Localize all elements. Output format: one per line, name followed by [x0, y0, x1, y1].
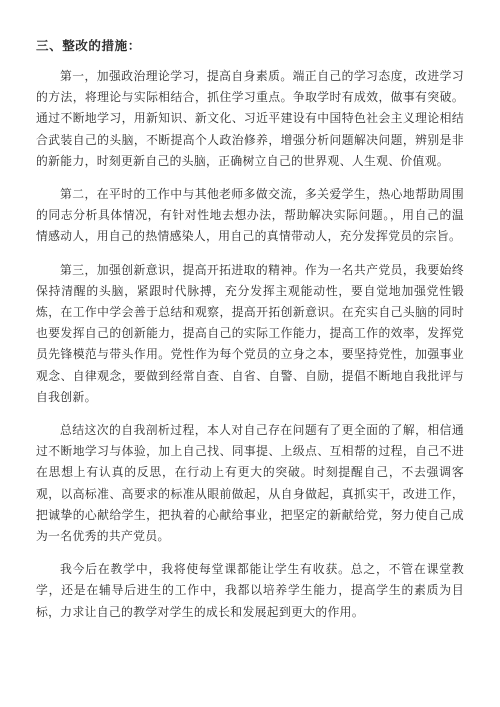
- paragraph-summary: 总结这次的自我剖析过程，本人对自己存在问题有了更全面的了解，相信通过不断地学习与体验，加上自己找、同事提、上级点、互相帮的过程，自己不进在思想上有认真的反思，在行动上有更大的突破。时刻提醒自己，不去强调客观，以高标准、高要求的标准从眼前做起，从自身做起，真抓实干，改进工作，把诚挚的心献给学生，把执着的心献给事业，把坚定的新献给党，努力使自己成为一名优秀的共产党员。: [36, 423, 464, 544]
- paragraph-study-theory: 第一，加强政治理论学习，提高自身素质。端正自己的学习态度，改进学习的方法，将理论与实际相结合，抓住学习重点。争取学时有成效，做事有突破。通过不断地学习，用新知识、新文化、习近平建设有中国特色社会主义理论相结合武装自己的头脑，不断提高个人政治修养，增强分析问题解决问题，辨别是非的新能力，时刻更新自己的头脑，正确树立自己的世界观、人生观、价值观。: [36, 69, 464, 168]
- section-heading: 三、整改的措施：: [36, 38, 141, 53]
- paragraph-communication: 第二，在平时的工作中与其他老师多做交流，多关爱学生，热心地帮助周围的同志分析具体情况，有针对性地去想办法，帮助解决实际问题。，用自己的温情感动人，用自己的热情感染人，用自己的真情带动人，充分发挥党员的宗旨。: [36, 187, 464, 244]
- paragraph-innovation: 第三，加强创新意识，提高开拓进取的精神。作为一名共产党员，我要始终保持清醒的头脑，紧跟时代脉搏，充分发挥主观能动性，要自觉地加强党性锻炼，在工作中学会善于总结和观察，提高开拓创新意识。在充实自己头脑的同时也要发挥自己的创新能力，提高自己的实际工作能力，提高工作的效率，发挥党员先锋模范与带头作用。党性作为每个党员的立身之本，要坚持党性，加强事业观念、自律观念，要做到经常自查、自省、自警、自励，提倡不断地自我批评与自我创新。: [36, 262, 464, 404]
- paragraph-teaching-goal: 我今后在教学中，我将使每堂课都能让学生有收获。总之，不管在课堂教学，还是在辅导后进生的工作中，我都以培养学生能力，提高学生的素质为目标，力求让自己的教学对学生的成长和发展起到更大的作用。: [36, 562, 464, 619]
